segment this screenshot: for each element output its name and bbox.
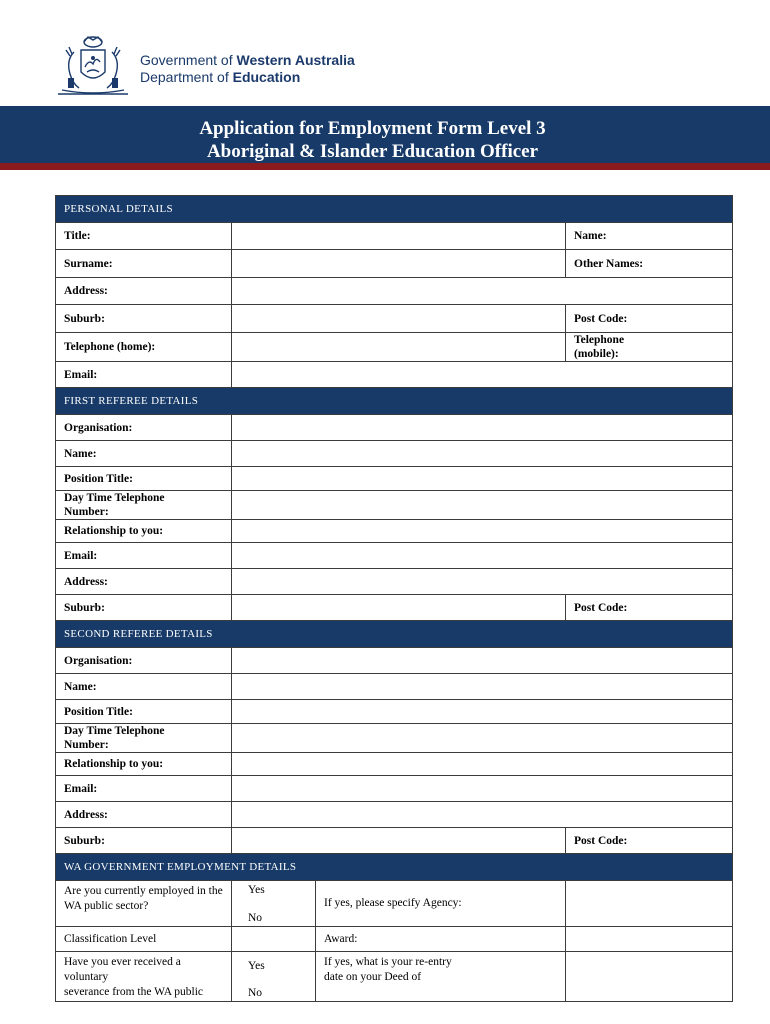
q1-yes-no-cell: [232, 881, 316, 927]
other-names-label: Other Names:: [566, 250, 733, 278]
referee2-relationship-field[interactable]: [232, 753, 733, 776]
q2-yes-no-cell: [232, 952, 316, 1002]
form-row: [56, 802, 733, 828]
award-field[interactable]: [566, 927, 733, 952]
q1-agency-label: If yes, please specify Agency:: [316, 881, 566, 927]
referee1-post-code-label: Post Code:: [566, 595, 733, 621]
referee1-relationship-label: Relationship to you:: [56, 520, 232, 543]
form-title-line-1: Application for Employment Form Level 3: [199, 118, 546, 139]
form-row: [56, 415, 733, 441]
post-code-label: Post Code:: [566, 305, 733, 333]
referee1-email-field[interactable]: [232, 543, 733, 569]
government-name: Government of Western Australia: [140, 52, 355, 68]
form-title-line-2: Aboriginal & Islander Education Officer: [206, 141, 539, 162]
form-row: [56, 467, 733, 491]
referee2-name-field[interactable]: [232, 674, 733, 700]
form-row: [56, 333, 733, 362]
section-heading: SECOND REFEREE DETAILS: [56, 621, 733, 648]
referee1-suburb-field[interactable]: [232, 595, 566, 621]
referee2-relationship-label: Relationship to you:: [56, 753, 232, 776]
form-row: [56, 278, 733, 305]
form-row: [56, 927, 733, 952]
referee2-name-label: Name:: [56, 674, 232, 700]
form-row: [56, 595, 733, 621]
form-row: [56, 776, 733, 802]
referee1-email-label: Email:: [56, 543, 232, 569]
form-row: [56, 250, 733, 278]
section-heading: FIRST REFEREE DETAILS: [56, 388, 733, 415]
classification-field[interactable]: [232, 927, 316, 952]
coat-of-arms-logo: [54, 34, 132, 100]
classification-label: Classification Level: [56, 927, 232, 952]
form-title: [0, 117, 745, 163]
address-field[interactable]: [232, 278, 733, 305]
referee1-name-label: Name:: [56, 441, 232, 467]
form-row: [56, 441, 733, 467]
section-personal-details: [56, 196, 733, 223]
referee1-day-telephone-field[interactable]: [232, 491, 733, 520]
section-heading: WA GOVERNMENT EMPLOYMENT DETAILS: [56, 854, 733, 881]
agency-field[interactable]: [566, 881, 733, 927]
application-form: [55, 195, 733, 1002]
form-row: [56, 828, 733, 854]
form-row: [56, 648, 733, 674]
referee2-email-field[interactable]: [232, 776, 733, 802]
name-label: Name:: [566, 223, 733, 250]
surname-label: Surname:: [56, 250, 232, 278]
form-row: [56, 223, 733, 250]
referee2-day-telephone-field[interactable]: [232, 724, 733, 753]
section-first-referee: [56, 388, 733, 415]
telephone-mobile-label: Telephone (mobile):: [566, 333, 733, 362]
q1-yes-option[interactable]: Yes: [248, 884, 265, 896]
referee1-suburb-label: Suburb:: [56, 595, 232, 621]
title-field[interactable]: [232, 223, 566, 250]
email-field[interactable]: [232, 362, 733, 388]
referee1-address-label: Address:: [56, 569, 232, 595]
section-heading: PERSONAL DETAILS: [56, 196, 733, 223]
referee2-address-field[interactable]: [232, 802, 733, 828]
form-row: [56, 674, 733, 700]
form-row: [56, 362, 733, 388]
suburb-field[interactable]: [232, 305, 566, 333]
form-row: [56, 491, 733, 520]
referee1-relationship-field[interactable]: [232, 520, 733, 543]
section-second-referee: [56, 621, 733, 648]
referee1-position-label: Position Title:: [56, 467, 232, 491]
form-row: [56, 543, 733, 569]
q2-reentry-label: If yes, what is your re-entry date on your Deed of: [316, 952, 566, 1002]
form-row: [56, 700, 733, 724]
referee2-position-field[interactable]: [232, 700, 733, 724]
form-row: [56, 753, 733, 776]
banner-accent-stripe: [0, 163, 770, 170]
referee1-address-field[interactable]: [232, 569, 733, 595]
referee2-address-label: Address:: [56, 802, 232, 828]
telephone-home-field[interactable]: [232, 333, 566, 362]
reentry-date-field[interactable]: [566, 952, 733, 1002]
q2-yes-option[interactable]: Yes: [248, 960, 265, 972]
q2-severance-label: Have you ever received a voluntary severance from the WA public: [56, 952, 232, 1002]
referee1-organisation-field[interactable]: [232, 415, 733, 441]
referee1-name-field[interactable]: [232, 441, 733, 467]
form-row: [56, 520, 733, 543]
award-label: Award:: [316, 927, 566, 952]
surname-field[interactable]: [232, 250, 566, 278]
page-header: [0, 0, 770, 105]
form-row: [56, 952, 733, 1002]
referee2-organisation-field[interactable]: [232, 648, 733, 674]
form-row: [56, 881, 733, 927]
referee1-day-telephone-label: Day Time Telephone Number:: [56, 491, 232, 520]
q1-employed-label: Are you currently employed in the WA public sector?: [56, 881, 232, 927]
email-label: Email:: [56, 362, 232, 388]
q1-no-option[interactable]: No: [248, 912, 263, 924]
form-row: [56, 724, 733, 753]
department-name: Department of Education: [140, 69, 301, 85]
suburb-label: Suburb:: [56, 305, 232, 333]
telephone-home-label: Telephone (home):: [56, 333, 232, 362]
section-wa-government-employment: [56, 854, 733, 881]
referee2-email-label: Email:: [56, 776, 232, 802]
referee2-suburb-field[interactable]: [232, 828, 566, 854]
form-row: [56, 305, 733, 333]
referee2-post-code-label: Post Code:: [566, 828, 733, 854]
referee1-organisation-label: Organisation:: [56, 415, 232, 441]
referee2-organisation-label: Organisation:: [56, 648, 232, 674]
referee2-suburb-label: Suburb:: [56, 828, 232, 854]
address-label: Address:: [56, 278, 232, 305]
form-row: [56, 569, 733, 595]
referee2-position-label: Position Title:: [56, 700, 232, 724]
title-label: Title:: [56, 223, 232, 250]
referee1-position-field[interactable]: [232, 467, 733, 491]
q2-no-option[interactable]: No: [248, 987, 263, 999]
referee2-day-telephone-label: Day Time Telephone Number:: [56, 724, 232, 753]
